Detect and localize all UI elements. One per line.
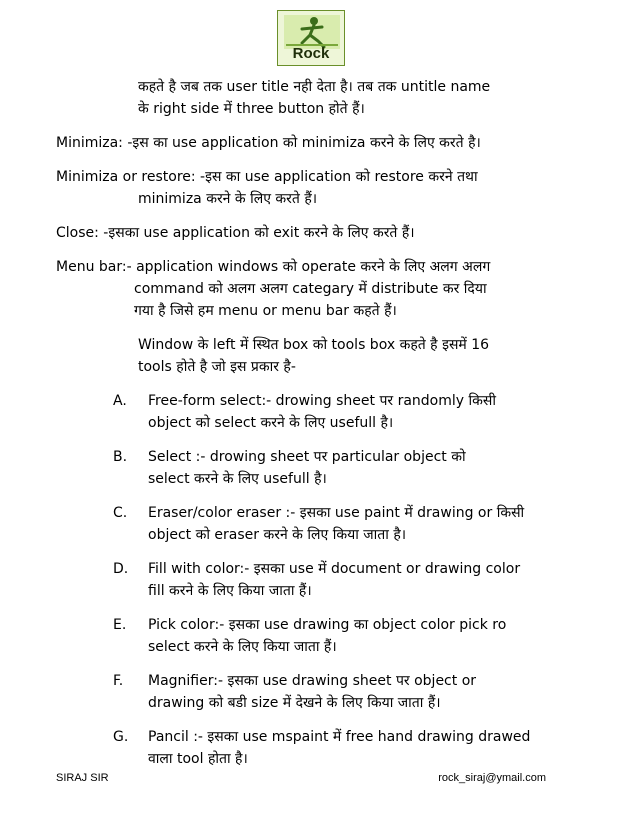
intro-line-2: के right side में three button होते हैं। [138,101,365,117]
list-item-line-2: fill करने के लिए किया जाता हैं। [148,583,312,599]
logo-text: Rock [292,45,330,62]
list-item-line-1: Pancil :- इसका use mspaint में free hand drawing drawed [148,729,531,745]
restore-line-1: Minimiza or restore: -इस का use application को restore करने तथा [56,169,478,185]
list-marker: G. [113,729,129,745]
tools-list [56,390,616,770]
window-line-2: tools होते है जो इस प्रकार है- [138,359,296,375]
list-item-line-2: वाला tool होता है। [148,751,248,767]
window-paragraph [56,334,616,378]
list-marker: D. [113,561,129,577]
document-body [56,76,616,782]
list-item-line-2: drawing को बडी size में देखने के लिए किया जाता हैं। [148,695,441,711]
list-item-line-1: Free-form select:- drowing sheet पर randomly किसी [148,393,496,409]
list-marker: E. [113,617,127,633]
list-item-line-1: Eraser/color eraser :- इसका use paint में drawing or किसी [148,505,525,521]
list-item-line-2: object को select करने के लिए usefull है। [148,415,394,431]
list-marker: B. [113,449,128,465]
list-marker: F. [113,673,124,689]
list-marker: C. [113,505,128,521]
footer-author: SIRAJ SIR [56,772,109,784]
list-item [56,390,616,434]
list-item [56,670,616,714]
list-item-line-1: Select :- drowing sheet पर particular object को [148,449,466,465]
list-item-line-1: Pick color:- इसका use drawing का object color pick ro [148,617,507,633]
window-line-1: Window के left में स्थित box को tools box कहते है इसमें 16 [138,337,490,353]
runner-icon [284,15,340,49]
restore-line-2: minimiza करने के लिए करते हैं। [138,191,318,207]
list-item-line-2: select करने के लिए किया जाता हैं। [148,639,337,655]
list-item [56,558,616,602]
list-item-line-1: Magnifier:- इसका use drawing sheet पर object or [148,673,477,689]
intro-paragraph [56,76,616,120]
minimize-paragraph: Minimiza: -इस का use application को minimiza करने के लिए करते है। [56,135,481,151]
page-footer [56,772,546,784]
menubar-line-3: गया है जिसे हम menu or menu bar कहते हैं। [134,303,397,319]
menubar-line-1: Menu bar:- application windows को operate करने के लिए अलग अलग [56,259,491,275]
list-item-line-2: object को eraser करने के लिए किया जाता है। [148,527,407,543]
menubar-line-2: command को अलग अलग categary में distribute कर दिया [134,281,487,297]
list-item [56,446,616,490]
intro-line-1: कहते है जब तक user title नही देता है। तब तक untitle name [138,79,491,95]
restore-paragraph [56,166,616,210]
menubar-paragraph [56,256,616,322]
logo [277,10,345,66]
list-item-line-1: Fill with color:- इसका use में document or drawing color [148,561,521,577]
list-item [56,726,616,770]
list-item [56,502,616,546]
list-item-line-2: select करने के लिए usefull है। [148,471,327,487]
list-marker: A. [113,393,127,409]
footer-email: rock_siraj@ymail.com [438,772,546,784]
close-paragraph: Close: -इसका use application को exit करने के लिए करते हैं। [56,225,415,241]
list-item [56,614,616,658]
